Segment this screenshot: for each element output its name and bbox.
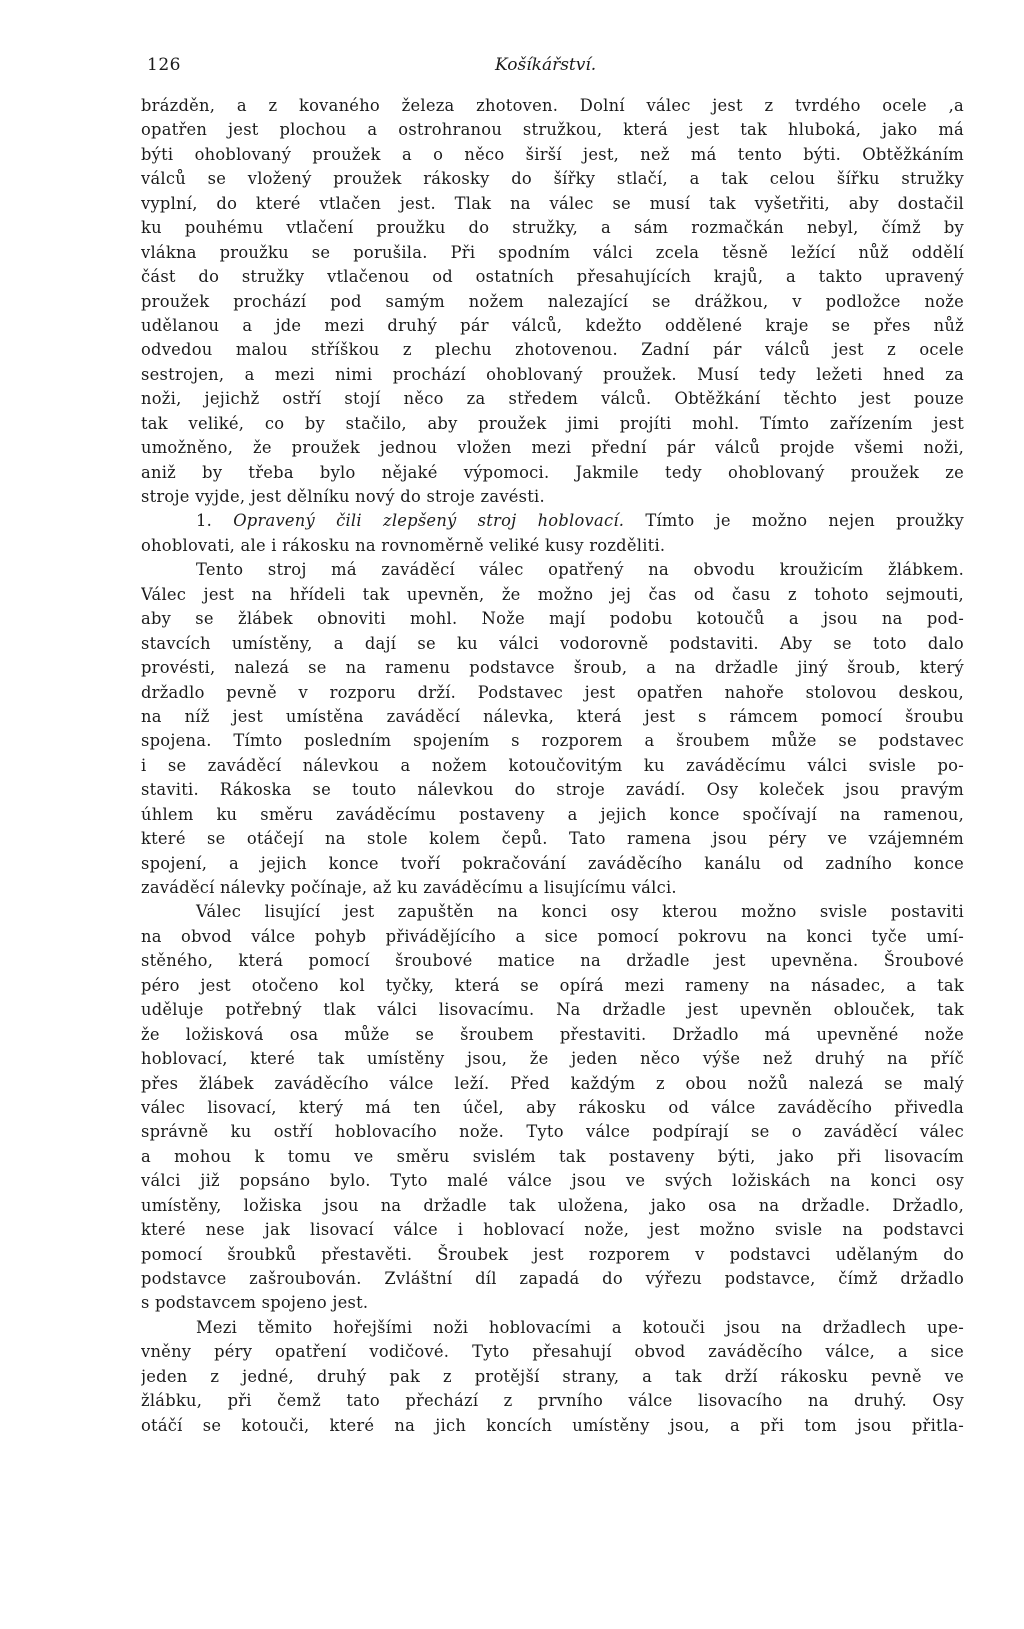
text-line: podstavce zašroubován. Zvláštní díl zapadá do výřezu podstavce, čímž držadlo [141,1269,964,1288]
text-line: stroje vyjde, jest dělníku nový do stroje zavésti. [141,487,545,506]
text-line: stěného, která pomocí šroubové matice na držadle jest upevněna. Šroubové [141,951,964,971]
text-line: zaváděcí nálevky počínaje, až ku zaváděcímu a lisujícímu válci. [141,878,677,897]
running-head [0,50,1024,80]
text-line: noži, jejichž ostří stojí něco za středem válců. Obtěžkání těchto jest pouze [141,389,964,409]
text-line: umístěny, ložiska jsou na držadle tak uložena, jako osa na držadle. Držadlo, [141,1195,964,1215]
body-text [141,94,964,1438]
section-title: Opravený čili zlepšený stroj hoblovací. [233,511,625,531]
text-line: na níž jest umístěna zaváděcí nálevka, která jest s rámcem pomocí šroubu [141,706,964,726]
text-line: udělanou a jde mezi druhý pár válců, kdežto oddělené kraje se přes nůž [141,315,964,335]
page-number: 126 [147,55,181,75]
text-line: úhlem ku směru zaváděcímu postaveny a jejich konce spočívají na ramenou, [141,804,964,824]
text-line: vlákna proužku se porušila. Při spodním válci zcela těsně ležící nůž oddělí [141,242,964,262]
text-line: ohoblovati, ale i rákosku na rovnoměrně veliké kusy rozděliti. [141,535,666,555]
text-line: provésti, nalezá se na ramenu podstavce šroub, a na držadle jiný šroub, který [141,658,964,678]
text-line: držadlo pevně v rozporu drží. Podstavec jest opatřen nahoře stolovou deskou, [141,682,964,702]
text-line: přes žlábek zaváděcího válce leží. Před každým z obou nožů nalezá se malý [141,1073,964,1093]
text-line: válci již popsáno bylo. Tyto malé válce jsou ve svých ložiskách na konci osy [141,1171,964,1191]
text-line: válec lisovací, který má ten účel, aby rákosku od válce zaváděcího přivedla [141,1097,964,1117]
text-line: správně ku ostří hoblovacího nože. Tyto válce podpírají se o zaváděcí válec [141,1122,964,1142]
text-line: ku pouhému vtlačení proužku do stružky, a sám rozmačkán nebyl, čímž by [141,218,964,238]
text-line: Válec jest na hřídeli tak upevněn, že možno jej čas od času z tohoto sejmouti, [141,584,964,604]
text-line: žlábku, při čemž tato přechází z prvního válce lisovacího na druhý. Osy [141,1391,964,1411]
running-title: Košíkářství. [495,55,597,75]
text-line: které se otáčejí na stole kolem čepů. Tato ramena jsou péry ve vzájemném [141,829,964,849]
text-line: staviti. Rákoska se touto nálevkou do stroje zavádí. Osy koleček jsou pravým [141,780,964,800]
text-line: i se zaváděcí nálevkou a nožem kotoučovitým ku zaváděcímu válci svisle po- [141,755,964,775]
text-line: Mezi těmito hořejšími noži hoblovacími a kotouči jsou na držadlech upe- [196,1317,964,1337]
text-line: sestrojen, a mezi nimi prochází ohoblovaný proužek. Musí tedy ležeti hned za [141,364,964,384]
section-number: 1. [196,511,234,531]
text-line: brázděn, a z kovaného železa zhotoven. Dolní válec jest z tvrdého ocele ,a [141,96,964,115]
section-heading-line [141,509,964,533]
text-line: býti ohoblovaný proužek a o něco širší jest, než má tento býti. Obtěžkáním [141,144,964,164]
text-line: opatřen jest plochou a ostrohranou stružkou, která jest tak hluboká, jako má [141,120,964,140]
text-line: s podstavcem spojeno jest. [141,1293,369,1313]
text-line: Válec lisující jest zapuštěn na konci osy kterou možno svisle postaviti [196,902,964,922]
text-line: umožněno, že proužek jednou vložen mezi přední pár válců projde všemi noži, [141,438,964,458]
text-line: proužek prochází pod samým nožem nalezající se drážkou, v podložce nože [141,291,964,311]
text-line: péro jest otočeno kol tyčky, která se opírá mezi rameny na násadec, a tak [141,975,964,995]
text-line: část do stružky vtlačenou od ostatních přesahujících krajů, a takto upravený [141,267,964,287]
text-line: a mohou k tomu ve směru svislém tak postaveny býti, jako při lisovacím [141,1146,964,1166]
text-line: jeden z jedné, druhý pak z protější strany, a tak drží rákosku pevně ve [141,1366,964,1386]
text-line: spojení, a jejich konce tvoří pokračování zaváděcího kanálu od zadního konce [141,853,964,873]
text-line: tak veliké, co by stačilo, aby proužek jimi projíti mohl. Tímto zařízením jest [141,413,964,433]
text-line: válců se vložený proužek rákosky do šířky stlačí, a tak celou šířku stružky [141,169,964,189]
text-line: aniž by třeba bylo nějaké výpomoci. Jakmile tedy ohoblovaný proužek ze [141,462,964,482]
text-line: aby se žlábek obnoviti mohl. Nože mají podobu kotoučů a jsou na pod- [141,609,964,629]
text-line: otáčí se kotouči, které na jich koncích umístěny jsou, a při tom jsou přitla- [141,1415,964,1435]
text-line: Tento stroj má zaváděcí válec opatřený na obvodu kroužicím žlábkem. [196,560,964,580]
text-line: že ložisková osa může se šroubem přestaviti. Držadlo má upevněné nože [141,1024,964,1044]
text-line: vněny péry opatření vodičové. Tyto přesahují obvod zaváděcího válce, a sice [141,1342,964,1362]
text-line: které nese jak lisovací válce i hoblovací nože, jest možno svisle na podstavci [141,1220,964,1240]
text-line: pomocí šroubků přestavěti. Šroubek jest rozporem v podstavci udělaným do [141,1244,964,1264]
text-line: hoblovací, které tak umístěny jsou, že jeden něco výše než druhý na příč [141,1049,964,1069]
text-line: spojena. Tímto posledním spojením s rozporem a šroubem může se podstavec [141,731,964,751]
section-heading-continuation: Tímto je možno nejen proužky [624,511,964,531]
text-line: stavcích umístěny, a dají se ku válci vodorovně podstaviti. Aby se toto dalo [141,633,964,653]
text-line: vyplní, do které vtlačen jest. Tlak na válec se musí tak vyšetřiti, aby dostačil [141,193,964,213]
text-line: uděluje potřebný tlak válci lisovacímu. Na držadle jest upevněn oblouček, tak [141,1000,964,1020]
text-line: na obvod válce pohyb přivádějícího a sice pomocí pokrovu na konci tyče umí- [141,926,964,946]
text-line: odvedou malou stříškou z plechu zhotovenou. Zadní pár válců jest z ocele [141,340,964,360]
